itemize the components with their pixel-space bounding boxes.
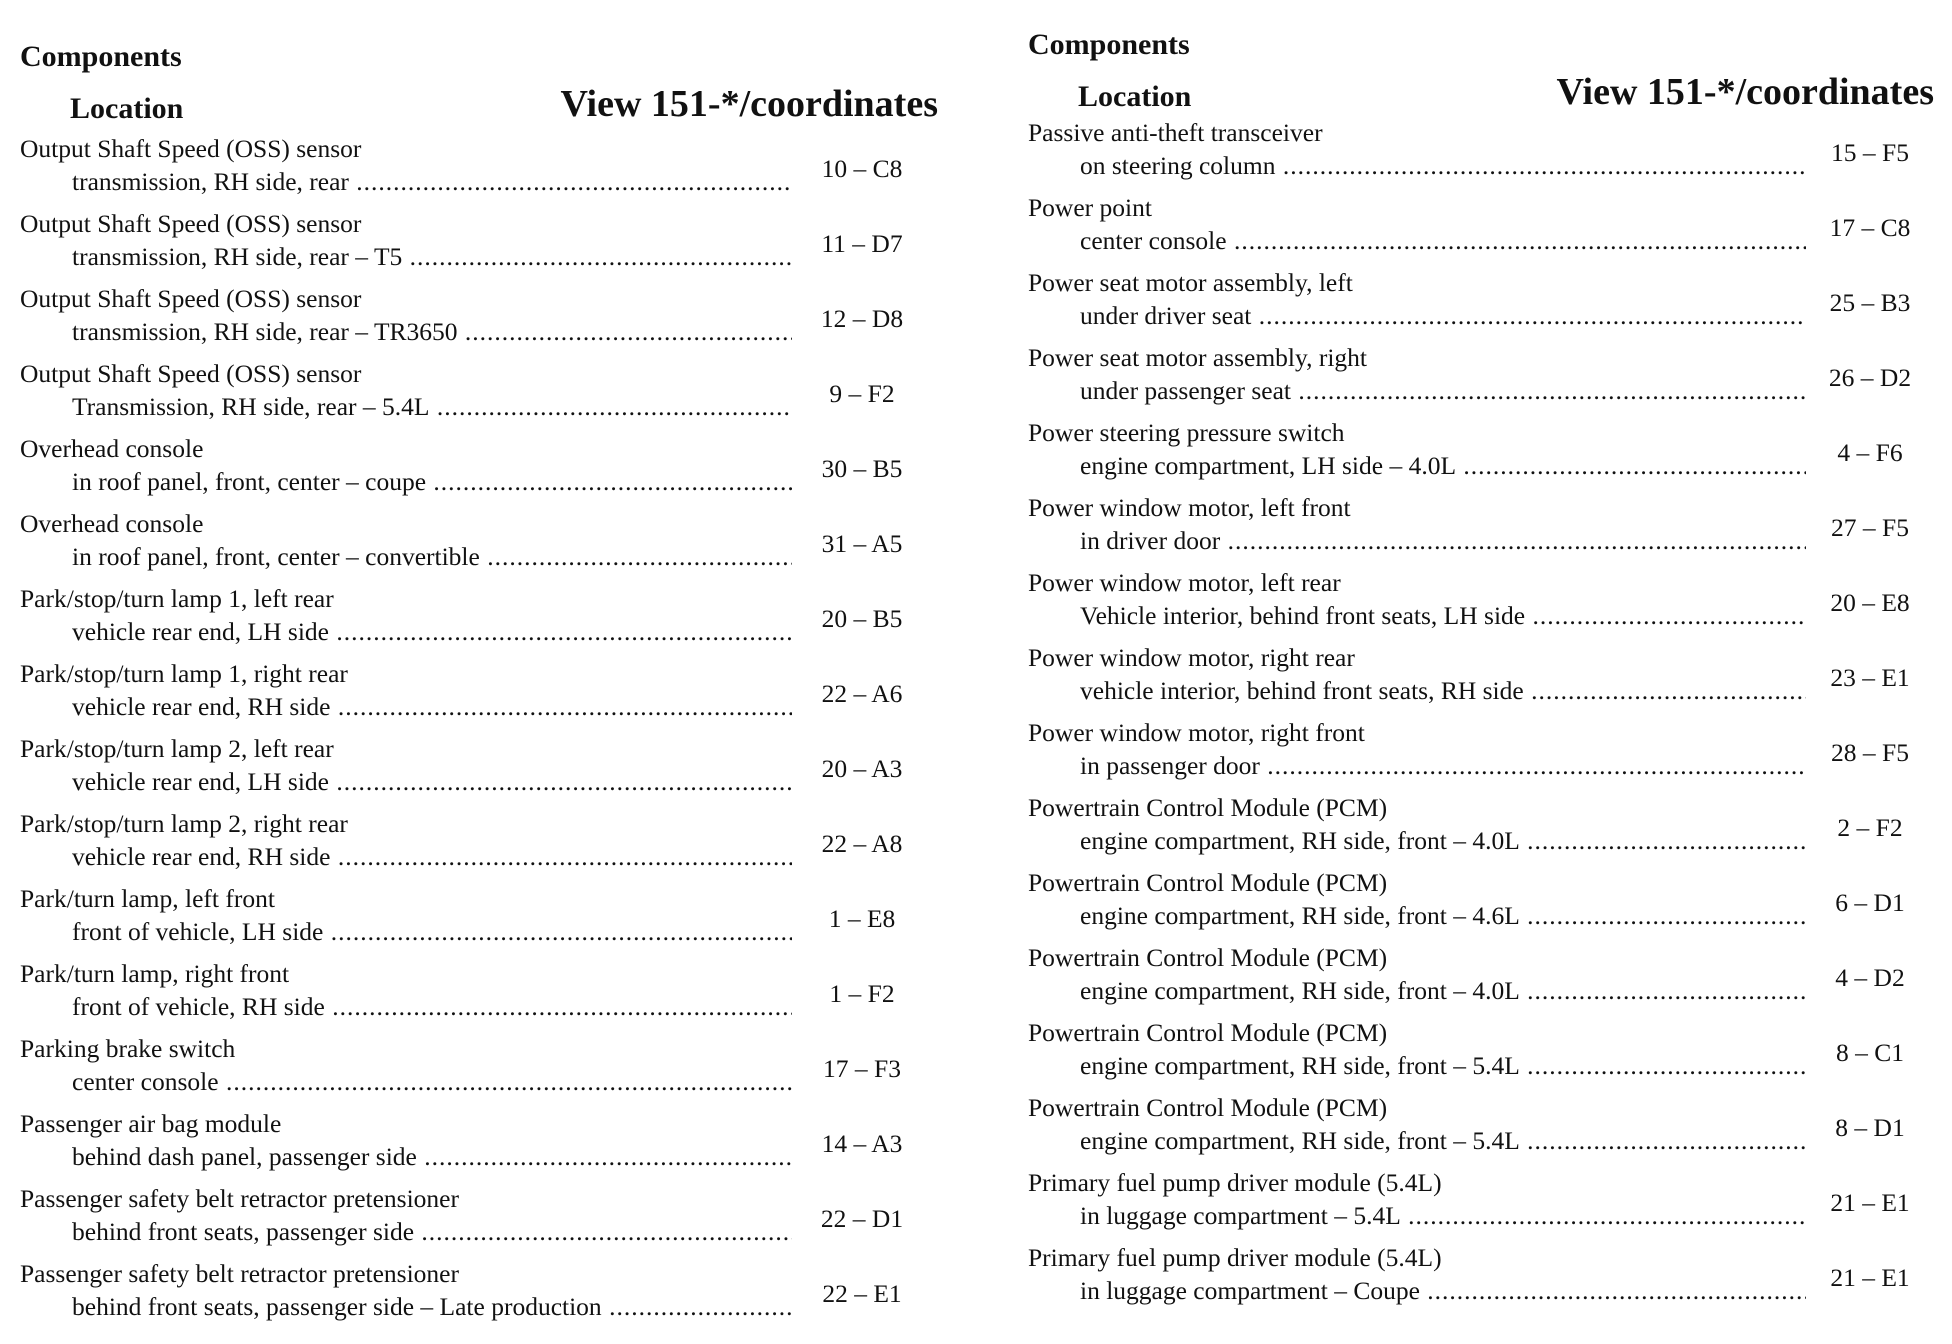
component-name: Power window motor, right rear [1028, 643, 1355, 672]
location-header: Location [70, 92, 184, 125]
list-item [1028, 1166, 1934, 1241]
list-item [1028, 491, 1934, 566]
component-list [20, 132, 940, 1332]
view-coordinate: 8 – D1 [1835, 1113, 1905, 1142]
component-list [1028, 116, 1934, 1316]
list-item [1028, 716, 1934, 791]
component-name: Passive anti-theft transceiver [1028, 118, 1323, 147]
component-location: under driver seat ..... [1080, 299, 1806, 332]
list-item [1028, 116, 1934, 191]
view-coordinate: 31 – A5 [821, 529, 903, 558]
list-item [20, 807, 940, 882]
view-coordinate: 2 – F2 [1837, 813, 1903, 842]
component-name: Output Shaft Speed (OSS) sensor [20, 284, 362, 313]
component-name: Park/stop/turn lamp 1, left rear [20, 584, 334, 613]
component-location: under passenger seat ..... [1080, 374, 1806, 407]
component-name: Power window motor, left rear [1028, 568, 1341, 597]
view-coordinate: 22 – E1 [822, 1279, 902, 1308]
component-name: Primary fuel pump driver module (5.4L) [1028, 1243, 1442, 1272]
component-name: Output Shaft Speed (OSS) sensor [20, 209, 362, 238]
view-coordinate: 23 – E1 [1830, 663, 1910, 692]
component-name: Powertrain Control Module (PCM) [1028, 868, 1388, 897]
view-coordinate: 1 – E8 [828, 904, 896, 933]
view-coordinate: 1 – F2 [829, 979, 895, 1008]
column-header [1028, 70, 1934, 114]
component-name: Park/turn lamp, left front [20, 884, 275, 913]
view-coordinates-header: View 151-*/coordinates [560, 83, 938, 125]
component-location: vehicle interior, behind front seats, RH side ..... [1080, 674, 1806, 707]
component-name: Power window motor, right front [1028, 718, 1365, 747]
list-item [1028, 191, 1934, 266]
column-header [20, 82, 940, 126]
location-header: Location [1078, 80, 1192, 113]
component-name: Powertrain Control Module (PCM) [1028, 793, 1388, 822]
view-coordinate: 20 – A3 [821, 754, 903, 783]
component-location: engine compartment, RH side, front – 4.6L ..... [1080, 899, 1806, 932]
list-item [1028, 941, 1934, 1016]
view-coordinate: 9 – F2 [829, 379, 895, 408]
component-name: Primary fuel pump driver module (5.4L) [1028, 1168, 1442, 1197]
list-item [1028, 866, 1934, 941]
list-item [20, 1182, 940, 1257]
list-item [20, 657, 940, 732]
component-location: engine compartment, RH side, front – 5.4L ..... [1080, 1049, 1806, 1082]
view-coordinate: 11 – D7 [821, 229, 903, 258]
component-location: in passenger door ..... [1080, 749, 1806, 782]
component-location: engine compartment, RH side, front – 4.0L ..... [1080, 974, 1806, 1007]
component-location: engine compartment, RH side, front – 5.4L ..... [1080, 1124, 1806, 1157]
view-coordinate: 8 – C1 [1835, 1038, 1904, 1067]
component-name: Passenger safety belt retractor pretensioner [20, 1259, 459, 1288]
component-location: behind dash panel, passenger side ..... [72, 1140, 792, 1173]
component-name: Overhead console [20, 509, 204, 538]
component-name: Park/stop/turn lamp 2, left rear [20, 734, 334, 763]
component-name: Parking brake switch [20, 1034, 236, 1063]
component-name: Passenger air bag module [20, 1109, 282, 1138]
list-item [20, 207, 940, 282]
component-location: vehicle rear end, RH side ..... [72, 690, 792, 723]
component-name: Power window motor, left front [1028, 493, 1351, 522]
list-item [20, 582, 940, 657]
list-item [1028, 1091, 1934, 1166]
list-item [1028, 416, 1934, 491]
view-coordinate: 20 – B5 [821, 604, 903, 633]
view-coordinate: 10 – C8 [821, 154, 903, 183]
view-coordinate: 14 – A3 [821, 1129, 903, 1158]
component-name: Powertrain Control Module (PCM) [1028, 1093, 1388, 1122]
list-item [1028, 641, 1934, 716]
components-title: Components [1028, 28, 1190, 61]
component-location: in roof panel, front, center – coupe ..... [72, 465, 792, 498]
view-coordinate: 17 – C8 [1829, 213, 1911, 242]
component-location: vehicle rear end, RH side ..... [72, 840, 792, 873]
component-name: Output Shaft Speed (OSS) sensor [20, 359, 362, 388]
component-name: Power seat motor assembly, right [1028, 343, 1367, 372]
list-item [1028, 1016, 1934, 1091]
component-name: Power steering pressure switch [1028, 418, 1345, 447]
view-coordinate: 21 – E1 [1830, 1188, 1910, 1217]
component-location: behind front seats, passenger side – Late production ..... [72, 1290, 792, 1323]
list-item [1028, 566, 1934, 641]
view-coordinate: 26 – D2 [1828, 363, 1912, 392]
component-location: vehicle rear end, LH side ..... [72, 615, 792, 648]
view-coordinate: 12 – D8 [820, 304, 904, 333]
view-coordinate: 20 – E8 [1830, 588, 1910, 617]
view-coordinate: 27 – F5 [1831, 513, 1909, 542]
view-coordinate: 30 – B5 [821, 454, 903, 483]
list-item [20, 732, 940, 807]
list-item [20, 282, 940, 357]
component-name: Overhead console [20, 434, 204, 463]
component-location: in roof panel, front, center – convertible ..... [72, 540, 792, 573]
component-location: Transmission, RH side, rear – 5.4L ..... [72, 390, 792, 423]
components-title: Components [20, 40, 182, 73]
list-item [20, 1107, 940, 1182]
view-coordinate: 17 – F3 [823, 1054, 901, 1083]
view-coordinate: 25 – B3 [1829, 288, 1911, 317]
component-location: in luggage compartment – Coupe ..... [1080, 1274, 1806, 1307]
list-item [1028, 791, 1934, 866]
component-location: transmission, RH side, rear – TR3650 ..... [72, 315, 792, 348]
component-name: Powertrain Control Module (PCM) [1028, 1018, 1388, 1047]
list-item [20, 507, 940, 582]
list-item [1028, 266, 1934, 341]
view-coordinate: 15 – F5 [1831, 138, 1909, 167]
left-page [20, 0, 940, 1332]
view-coordinate: 28 – F5 [1831, 738, 1909, 767]
list-item [20, 882, 940, 957]
right-page [1028, 0, 1934, 1316]
view-coordinate: 22 – D1 [820, 1204, 904, 1233]
component-name: Park/stop/turn lamp 1, right rear [20, 659, 348, 688]
list-item [20, 1032, 940, 1107]
component-location: front of vehicle, RH side ..... [72, 990, 792, 1023]
list-item [1028, 1241, 1934, 1316]
component-name: Power seat motor assembly, left [1028, 268, 1353, 297]
view-coordinate: 4 – D2 [1835, 963, 1905, 992]
component-name: Output Shaft Speed (OSS) sensor [20, 134, 362, 163]
view-coordinate: 22 – A6 [821, 679, 903, 708]
component-location: center console ..... [1080, 224, 1806, 257]
list-item [20, 357, 940, 432]
list-item [20, 132, 940, 207]
component-name: Power point [1028, 193, 1152, 222]
component-location: in luggage compartment – 5.4L ..... [1080, 1199, 1806, 1232]
list-item [20, 1257, 940, 1332]
component-location: transmission, RH side, rear – T5 ..... [72, 240, 792, 273]
component-location: vehicle rear end, LH side ..... [72, 765, 792, 798]
view-coordinate: 6 – D1 [1835, 888, 1905, 917]
component-location: behind front seats, passenger side ..... [72, 1215, 792, 1248]
component-location: in driver door ..... [1080, 524, 1806, 557]
component-location: front of vehicle, LH side ..... [72, 915, 792, 948]
view-coordinate: 4 – F6 [1837, 438, 1903, 467]
component-name: Park/stop/turn lamp 2, right rear [20, 809, 348, 838]
component-location: center console ..... [72, 1065, 792, 1098]
list-item [1028, 341, 1934, 416]
list-item [20, 432, 940, 507]
component-name: Powertrain Control Module (PCM) [1028, 943, 1388, 972]
component-location: Vehicle interior, behind front seats, LH side ..... [1080, 599, 1806, 632]
view-coordinate: 22 – A8 [821, 829, 903, 858]
list-item [20, 957, 940, 1032]
component-name: Passenger safety belt retractor pretensioner [20, 1184, 459, 1213]
component-location: engine compartment, LH side – 4.0L ..... [1080, 449, 1806, 482]
component-location: transmission, RH side, rear ..... [72, 165, 792, 198]
component-name: Park/turn lamp, right front [20, 959, 290, 988]
component-location: on steering column ..... [1080, 149, 1806, 182]
component-location: engine compartment, RH side, front – 4.0L ..... [1080, 824, 1806, 857]
view-coordinates-header: View 151-*/coordinates [1556, 71, 1934, 113]
view-coordinate: 21 – E1 [1830, 1263, 1910, 1292]
